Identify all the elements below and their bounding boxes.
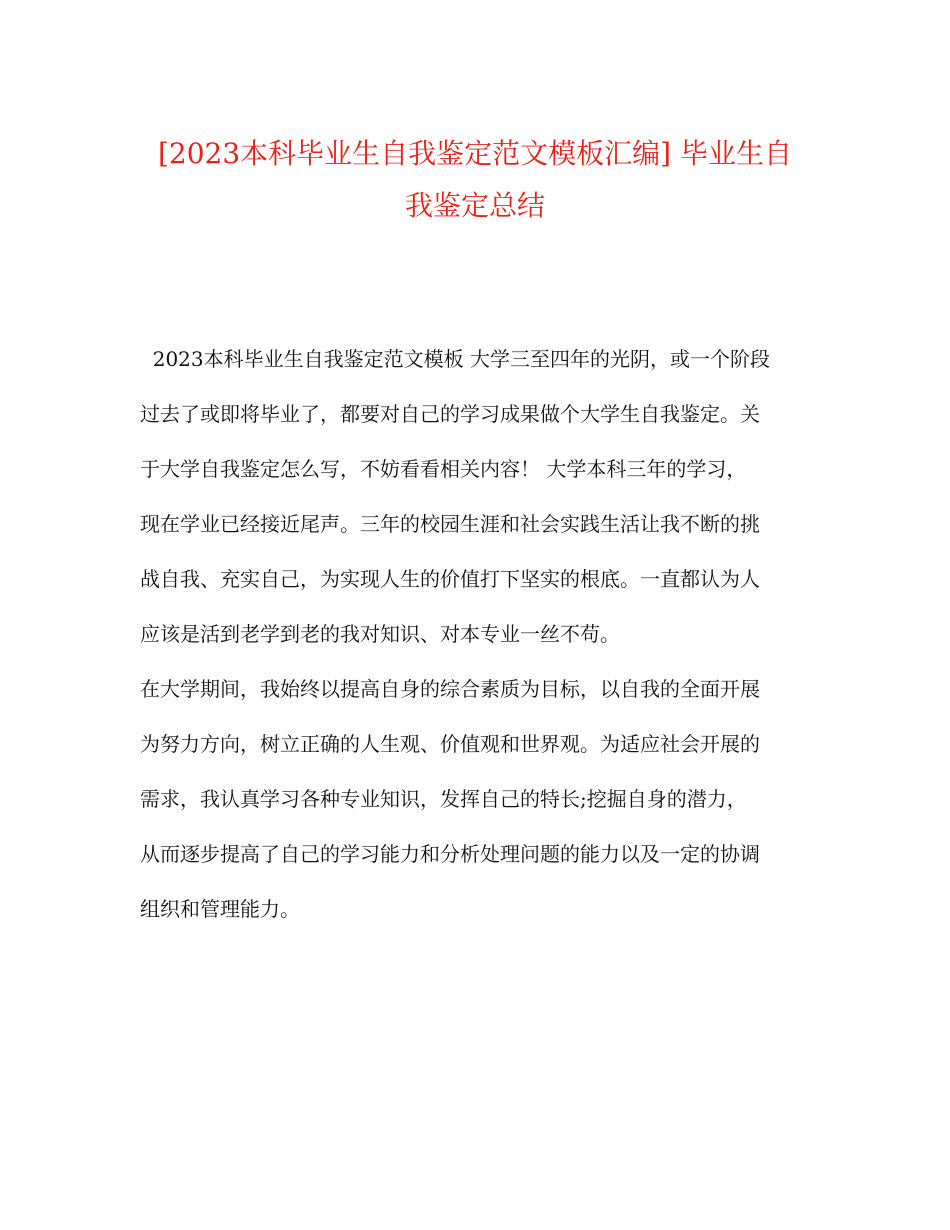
document-title [140,128,810,232]
title-line-2: 我鉴定总结 [404,189,545,222]
paragraph-line: 组织和管理能力。 [140,897,300,921]
paragraph-1 [140,332,820,662]
paragraph-line: 在大学期间，我始终以提高自身的综合素质为目标，以自我的全面开展 [140,677,760,701]
paragraph-line: 需求，我认真学习各种专业知识，发挥自己的特长;挖掘自身的潜力， [140,787,747,811]
paragraph-2 [140,662,820,937]
paragraph-line: 为努力方向，树立正确的人生观、价值观和世界观。为适应社会开展的 [140,732,760,756]
document-body [140,332,820,937]
paragraph-line: 应该是活到老学到老的我对知识、对本专业一丝不苟。 [140,622,620,646]
paragraph-line: 2023本科毕业生自我鉴定范文模板 大学三至四年的光阴，或一个阶段 [140,347,770,371]
paragraph-line: 现在学业已经接近尾声。三年的校园生涯和社会实践生活让我不断的挑 [140,512,760,536]
paragraph-line: 于大学自我鉴定怎么写，不妨看看相关内容！ 大学本科三年的学习， [140,457,747,481]
paragraph-line: 从而逐步提高了自己的学习能力和分析处理问题的能力以及一定的协调 [140,842,760,866]
paragraph-line: 战自我、充实自己，为实现人生的价值打下坚实的根底。一直都认为人 [140,567,760,591]
title-line-1: [2023本科毕业生自我鉴定范文模板汇编] 毕业生自 [157,137,792,170]
paragraph-line: 过去了或即将毕业了，都要对自己的学习成果做个大学生自我鉴定。关 [140,402,760,426]
